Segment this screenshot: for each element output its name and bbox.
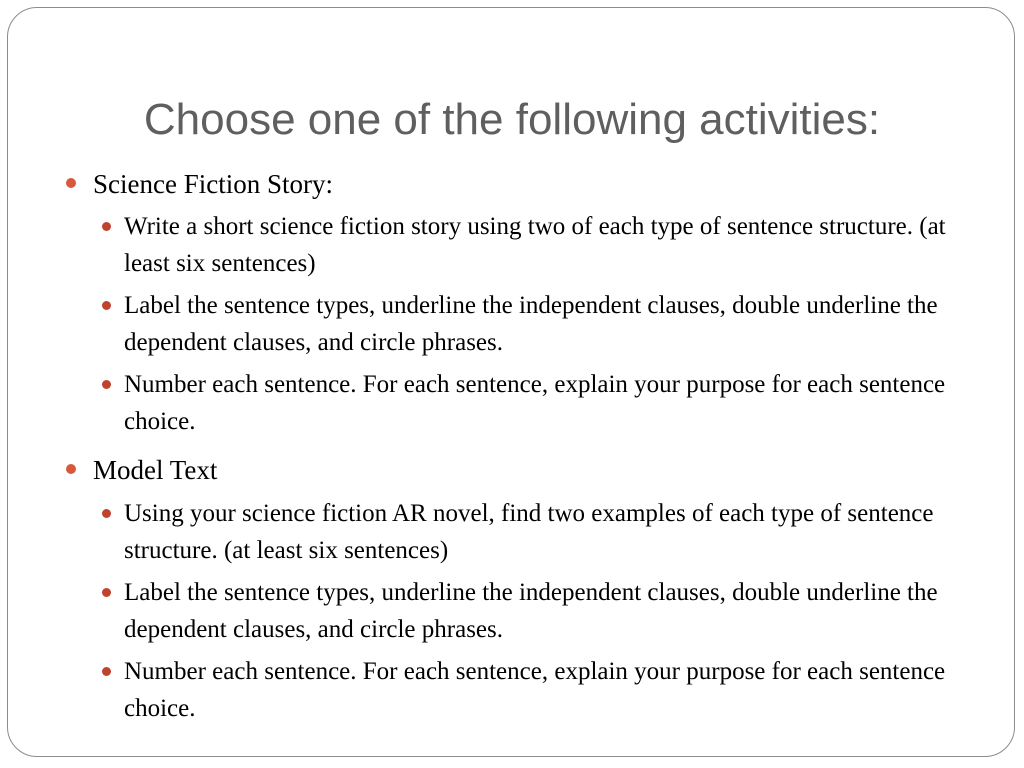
sub-bullet-icon bbox=[102, 667, 111, 676]
sub-bullet-icon bbox=[102, 222, 111, 231]
sub-bullet-icon bbox=[102, 509, 111, 518]
sub-bullet-icon bbox=[102, 380, 111, 389]
slide-title: Choose one of the following activities: bbox=[143, 95, 881, 144]
list-item: Label the sentence types, underline the independent clauses, double underline the dependent clauses, and circle phrases. bbox=[124, 292, 938, 356]
list-item: Using your science fiction AR novel, find two examples of each type of sentence structure. (at least six sentences) bbox=[124, 500, 934, 564]
bullet-icon bbox=[66, 464, 76, 474]
section-heading-science-fiction: Science Fiction Story: bbox=[93, 169, 333, 199]
list-item: Label the sentence types, underline the independent clauses, double underline the dependent clauses, and circle phrases. bbox=[124, 579, 938, 643]
section-heading-model-text: Model Text bbox=[93, 455, 218, 485]
sub-bullet-icon bbox=[102, 588, 111, 597]
list-item: Number each sentence. For each sentence, explain your purpose for each sentence choice. bbox=[124, 371, 946, 435]
list-item: Number each sentence. For each sentence, explain your purpose for each sentence choice. bbox=[124, 658, 946, 722]
bullet-icon bbox=[66, 178, 76, 188]
list-item: Write a short science fiction story using two of each type of sentence structure. (at least six sentences) bbox=[124, 213, 946, 277]
sub-bullet-icon bbox=[102, 301, 111, 310]
